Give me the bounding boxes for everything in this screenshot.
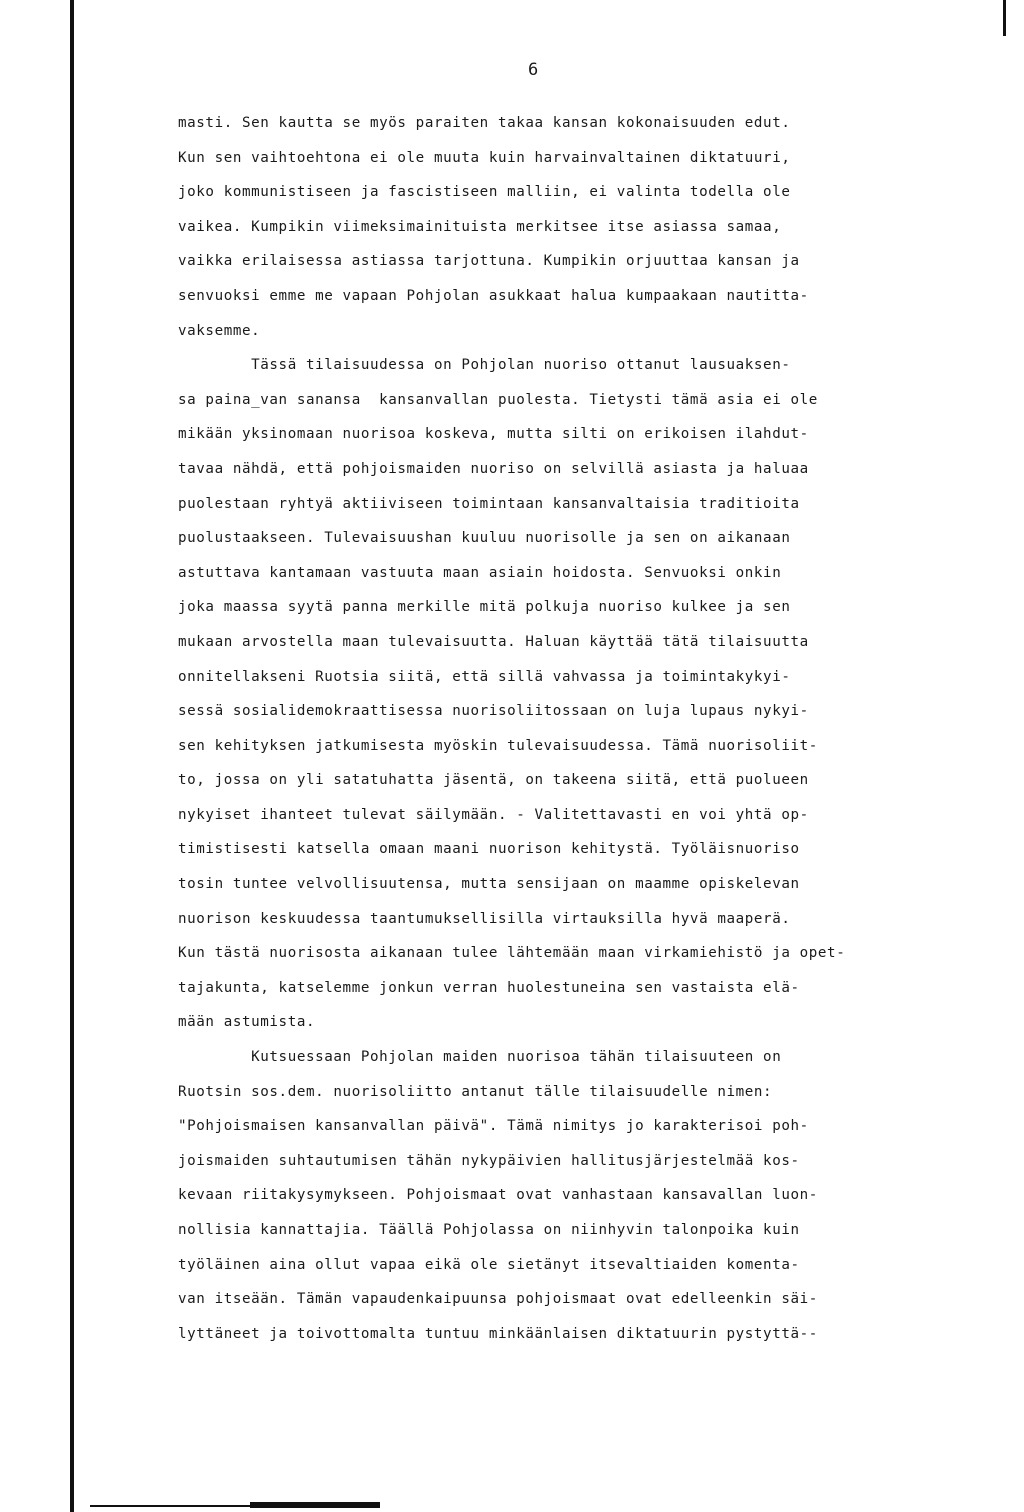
text-line: vaikea. Kumpikin viimeksimainituista merkitsee itse asiassa samaa, — [178, 218, 782, 235]
text-line: senvuoksi emme me vapaan Pohjolan asukkaat halua kumpaakaan nautitta- — [178, 287, 809, 304]
text-line: joismaiden suhtautumisen tähän nykypäivien hallitusjärjestelmää kos- — [178, 1152, 800, 1169]
text-line: kevaan riitakysymykseen. Pohjoismaat ovat vanhastaan kansavallan luon- — [178, 1187, 818, 1204]
text-line: timistisesti katsella omaan maani nuorison kehitystä. Työläisnuoriso — [178, 841, 800, 858]
text-line: astuttava kantamaan vastuuta maan asiain hoidosta. Senvuoksi onkin — [178, 564, 782, 581]
text-line: työläinen aina ollut vapaa eikä ole sietänyt itsevaltiaiden komenta- — [178, 1256, 800, 1273]
text-line: sa paina_van sanansa kansanvallan puolesta. Tietysti tämä asia ei ole — [178, 391, 818, 408]
text-line: nuorison keskuudessa taantumuksellisilla virtauksilla hyvä maaperä. — [178, 910, 791, 927]
text-line: lyttäneet ja toivottomalta tuntuu minkäänlaisen diktatuurin pystyttä-- — [178, 1325, 818, 1342]
text-line: "Pohjoismaisen kansanvallan päivä". Tämä nimitys jo karakterisoi poh- — [178, 1118, 809, 1135]
scan-left-edge — [70, 0, 74, 1512]
text-line: onnitellakseni Ruotsia siitä, että sillä vahvassa ja toimintakykyi- — [178, 668, 791, 685]
text-line: Kun tästä nuorisosta aikanaan tulee lähtemään maan virkamiehistö ja opet- — [178, 945, 846, 962]
text-line: vaikka erilaisessa astiassa tarjottuna. Kumpikin orjuuttaa kansan ja — [178, 253, 800, 270]
text-line: joka maassa syytä panna merkille mitä polkuja nuoriso kulkee ja sen — [178, 599, 791, 616]
text-line: tosin tuntee velvollisuutensa, mutta sensijaan on maamme opiskelevan — [178, 876, 800, 893]
bottom-rule-bold — [250, 1502, 380, 1508]
page-number: 6 — [528, 60, 539, 80]
text-line: to, jossa on yli satatuhatta jäsentä, on takeena siitä, että puolueen — [178, 772, 809, 789]
text-line: Tässä tilaisuudessa on Pohjolan nuoriso ottanut lausuaksen- — [178, 357, 791, 374]
text-line: nykyiset ihanteet tulevat säilymään. - Valitettavasti en voi yhtä op- — [178, 806, 809, 823]
body-text — [178, 106, 958, 1351]
text-line: mään astumista. — [178, 1014, 316, 1031]
scan-right-edge — [1003, 0, 1006, 36]
text-line: sen kehityksen jatkumisesta myöskin tulevaisuudessa. Tämä nuorisoliit- — [178, 737, 818, 754]
text-line: mukaan arvostella maan tulevaisuutta. Haluan käyttää tätä tilaisuutta — [178, 633, 809, 650]
text-line: tajakunta, katselemme jonkun verran huolestuneina sen vastaista elä- — [178, 979, 800, 996]
text-line: puolustaakseen. Tulevaisuushan kuuluu nuorisolle ja sen on aikanaan — [178, 530, 791, 547]
text-line: puolestaan ryhtyä aktiiviseen toimintaan kansanvaltaisia traditioita — [178, 495, 800, 512]
text-line: masti. Sen kautta se myös paraiten takaa kansan kokonaisuuden edut. — [178, 115, 791, 131]
text-line: nollisia kannattajia. Täällä Pohjolassa on niinhyvin talonpoika kuin — [178, 1222, 800, 1238]
text-line: sessä sosialidemokraattisessa nuorisoliitossaan on luja lupaus nykyi- — [178, 703, 809, 720]
text-line: Ruotsin sos.dem. nuorisoliitto antanut tälle tilaisuudelle nimen: — [178, 1083, 773, 1100]
text-line: Kutsuessaan Pohjolan maiden nuorisoa tähän tilaisuuteen on — [178, 1049, 782, 1066]
text-line: tavaa nähdä, että pohjoismaiden nuoriso on selvillä asiasta ja haluaa — [178, 460, 809, 477]
text-line: joko kommunistiseen ja fascistiseen malliin, ei valinta todella ole — [178, 184, 791, 201]
text-line: vaksemme. — [178, 322, 261, 339]
text-line: mikään yksinomaan nuorisoa koskeva, mutta silti on erikoisen ilahdut- — [178, 426, 809, 443]
text-line: van itseään. Tämän vapaudenkaipuunsa pohjoismaat ovat edelleenkin säi- — [178, 1291, 818, 1308]
text-line: Kun sen vaihtoehtona ei ole muuta kuin harvainvaltainen diktatuuri, — [178, 149, 791, 166]
